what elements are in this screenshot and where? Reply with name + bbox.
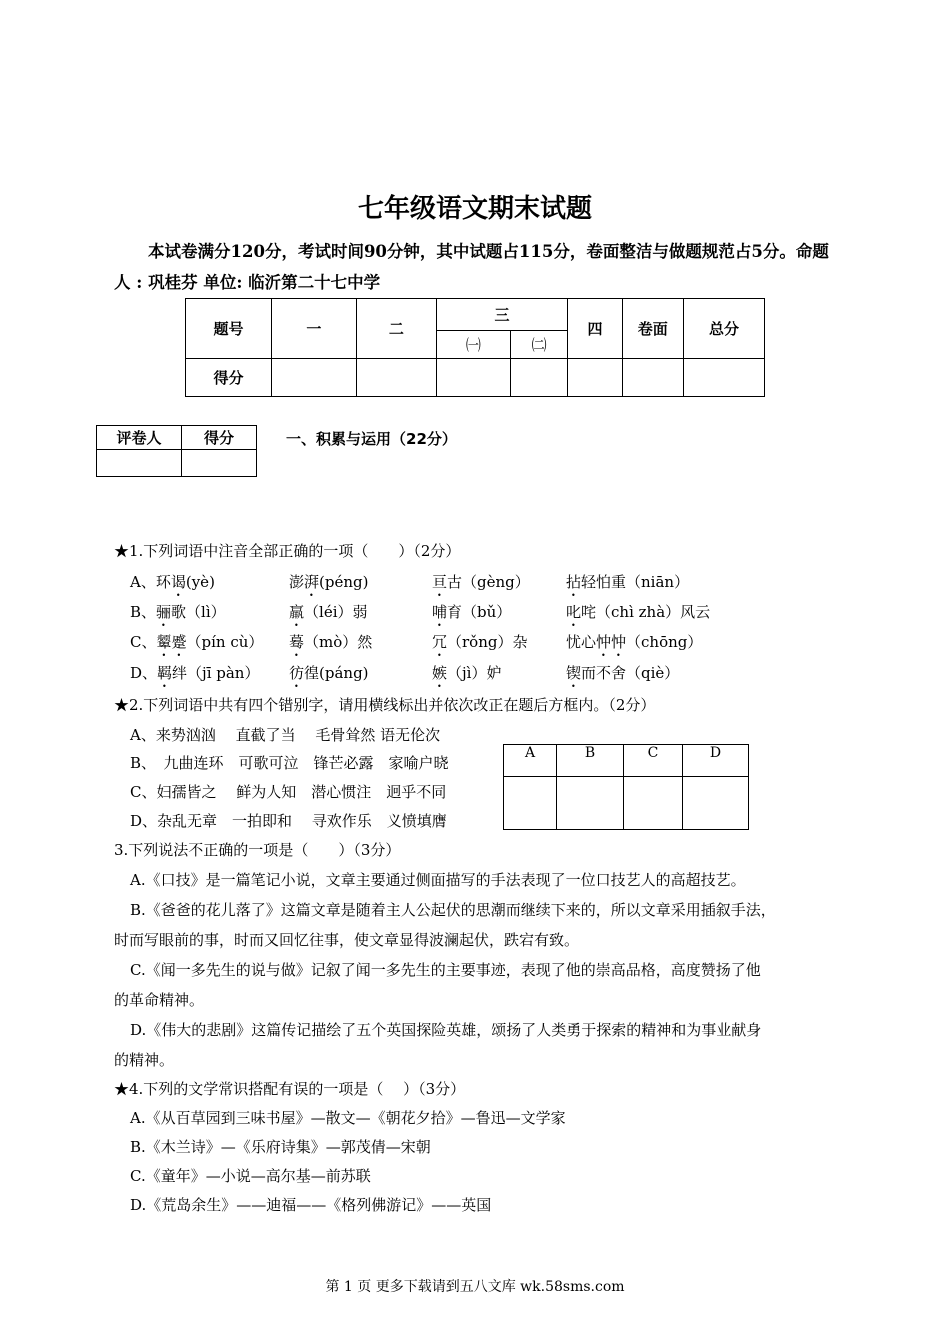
question-3-stem: 3.下列说法不正确的一项是（ ）（3分） bbox=[114, 841, 401, 859]
q1-option-a-word-3: 亘古（gèng） bbox=[432, 573, 530, 591]
score-cell[interactable] bbox=[568, 359, 622, 397]
q3-line: 的革命精神。 bbox=[114, 991, 205, 1009]
score-cell[interactable] bbox=[683, 359, 764, 397]
score-cell[interactable] bbox=[510, 359, 567, 397]
q4-option-a: A.《从百草园到三味书屋》—散文—《朝花夕拾》—鲁迅—文学家 bbox=[130, 1109, 566, 1127]
score-table-header-label: 题号 bbox=[186, 299, 272, 359]
answer-cell-c[interactable] bbox=[624, 777, 683, 830]
q1-option-a-word-2: 澎湃(péng) bbox=[289, 573, 369, 591]
q1-option-b-word-2: 羸（léi）弱 bbox=[289, 603, 368, 621]
answer-header-c: C bbox=[624, 745, 683, 777]
score-cell[interactable] bbox=[271, 359, 356, 397]
q1-option-a-word-4: 拈轻怕重（niān） bbox=[566, 573, 690, 591]
score-table-col-6: 总分 bbox=[683, 299, 764, 359]
q4-option-d: D.《荒岛余生》——迪福——《格列佛游记》——英国 bbox=[130, 1196, 492, 1214]
q2-option-d: D、杂乱无章 一拍即和 寻欢作乐 义愤填膺 bbox=[130, 812, 447, 830]
section-heading: 一、积累与运用（22分） bbox=[286, 430, 457, 448]
score-table-col-4: 四 bbox=[568, 299, 622, 359]
answer-header-b: B bbox=[557, 745, 624, 777]
answer-header-d: D bbox=[683, 745, 749, 777]
q1-option-d-word-4: 锲而不舍（qiè） bbox=[566, 664, 680, 682]
grader-reviewer-label: 评卷人 bbox=[97, 426, 182, 450]
q2-option-a: A、来势汹汹 直截了当 毛骨耸然 语无伦次 bbox=[130, 726, 441, 744]
q1-option-b-word-3: 哺育（bǔ） bbox=[432, 603, 512, 621]
page-title: 七年级语文期末试题 bbox=[357, 194, 592, 224]
q1-option-c-word-4: 忧心忡忡（chōng） bbox=[566, 633, 703, 651]
q1-option-a-word-1: A、环谒(yè) bbox=[130, 573, 215, 591]
q2-option-b: B、 九曲连环 可歌可泣 锋芒必露 家喻户晓 bbox=[130, 754, 449, 772]
score-cell[interactable] bbox=[622, 359, 683, 397]
score-table-col-1: 一 bbox=[271, 299, 356, 359]
q1-option-d-word-3: 嫉（jì）妒 bbox=[432, 664, 502, 682]
q3-line: 的精神。 bbox=[114, 1051, 175, 1069]
question-2-stem: ★2.下列词语中共有四个错别字，请用横线标出并依次改正在题后方框内。（2分） bbox=[114, 696, 656, 714]
grader-table bbox=[96, 425, 257, 477]
q4-option-b: B.《木兰诗》—《乐府诗集》—郭茂倩—宋朝 bbox=[130, 1138, 431, 1156]
grader-score-label: 得分 bbox=[182, 426, 257, 450]
q1-option-b-word-4: 叱咤（chì zhà）风云 bbox=[566, 603, 711, 621]
page-footer: 第 1 页 更多下载请到五八文库 wk.58sms.com bbox=[325, 1279, 625, 1295]
question-4-stem: ★4.下列的文学常识搭配有误的一项是（ ）（3分） bbox=[114, 1080, 466, 1098]
q1-option-d-word-1: D、羁绊（jī pàn） bbox=[130, 664, 260, 682]
exam-intro bbox=[114, 236, 839, 298]
score-cell[interactable] bbox=[356, 359, 436, 397]
score-table-col-3b: ㈡ bbox=[510, 331, 567, 359]
score-table-col-5: 卷面 bbox=[622, 299, 683, 359]
q2-option-c: C、妇孺皆之 鲜为人知 潜心惯注 迥乎不同 bbox=[130, 783, 447, 801]
score-table-col-3: 三 bbox=[436, 299, 567, 331]
question-1-stem: ★1.下列词语中注音全部正确的一项（ ）（2分） bbox=[114, 542, 461, 560]
q3-line: A.《口技》是一篇笔记小说，文章主要通过侧面描写的手法表现了一位口技艺人的高超技艺。 bbox=[130, 871, 746, 889]
q2-answer-table bbox=[503, 744, 749, 830]
score-table-score-label: 得分 bbox=[186, 359, 272, 397]
q1-option-c-word-3: 冗（rǒng）杂 bbox=[432, 633, 528, 651]
q1-option-c-word-2: 蓦（mò）然 bbox=[289, 633, 373, 651]
answer-cell-a[interactable] bbox=[504, 777, 557, 830]
score-table-col-2: 二 bbox=[356, 299, 436, 359]
intro-text: 本试卷满分120分，考试时间90分钟，其中试题占115分，卷面整洁与做题规范占5分。命题人 : 巩桂芬 单位: 临沂第二十七中学 bbox=[114, 242, 829, 292]
answer-header-a: A bbox=[504, 745, 557, 777]
score-table bbox=[185, 298, 765, 397]
q3-line: D.《伟大的悲剧》这篇传记描绘了五个英国探险英雄，颂扬了人类勇于探索的精神和为事业献身 bbox=[130, 1021, 762, 1039]
q3-line: B.《爸爸的花儿落了》这篇文章是随着主人公起伏的思潮而继续下来的，所以文章采用插叙手法， bbox=[130, 901, 776, 919]
q1-option-b-word-1: B、骊歌（lì） bbox=[130, 603, 226, 621]
answer-cell-b[interactable] bbox=[557, 777, 624, 830]
grader-score-cell[interactable] bbox=[182, 450, 257, 477]
answer-cell-d[interactable] bbox=[683, 777, 749, 830]
q1-option-d-word-2: 彷徨(páng) bbox=[289, 664, 369, 682]
q4-option-c: C.《童年》—小说—高尔基—前苏联 bbox=[130, 1167, 371, 1185]
score-table-col-3a: ㈠ bbox=[436, 331, 510, 359]
q3-line: 时而写眼前的事，时而又回忆往事，使文章显得波澜起伏，跌宕有致。 bbox=[114, 931, 580, 949]
q1-option-c-word-1: C、颦蹙（pín cù） bbox=[130, 633, 264, 651]
score-cell[interactable] bbox=[436, 359, 510, 397]
q3-line: C.《闻一多先生的说与做》记叙了闻一多先生的主要事迹，表现了他的崇高品格，高度赞扬了他 bbox=[130, 961, 761, 979]
grader-reviewer-cell[interactable] bbox=[97, 450, 182, 477]
